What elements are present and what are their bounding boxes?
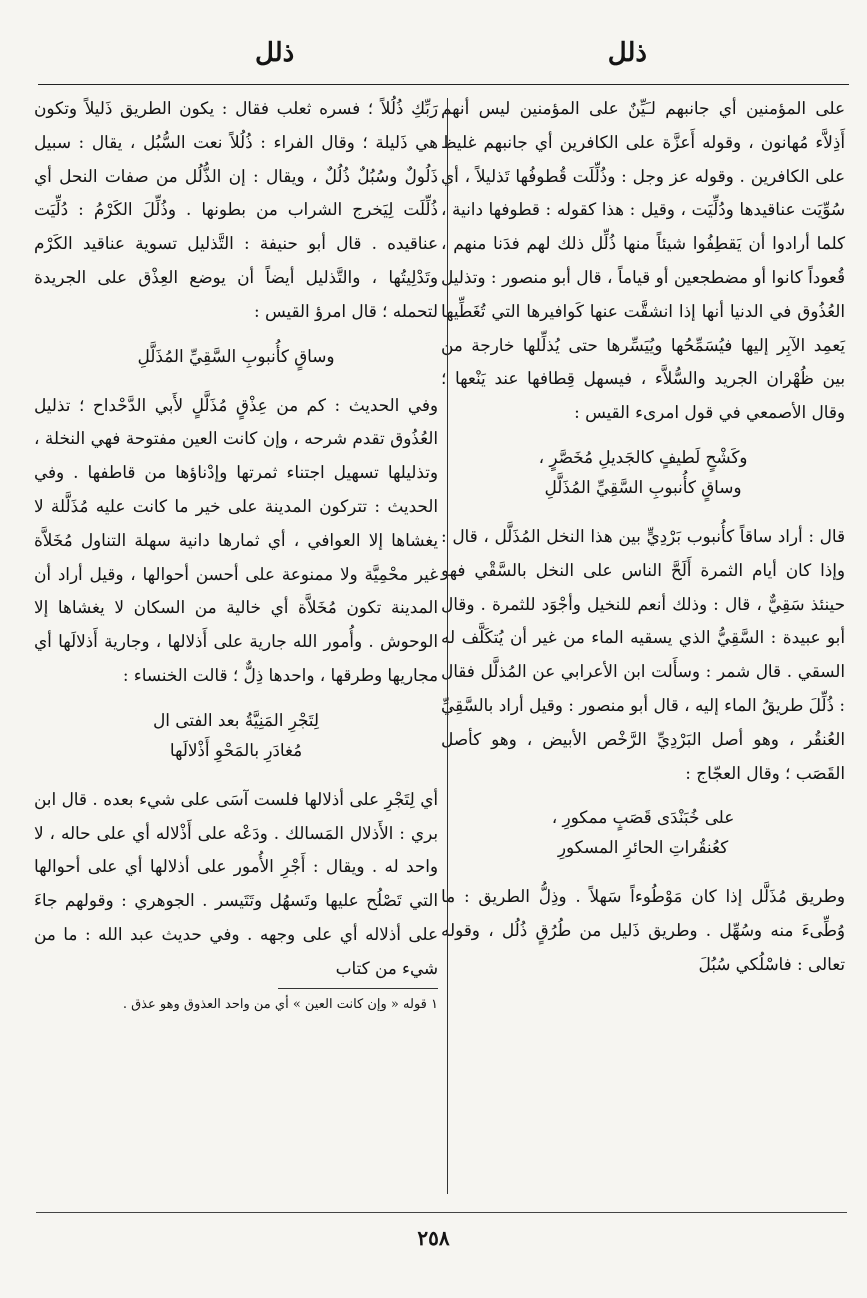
left-para-1: رَبِّكِ ذُلُلاً ؛ فسره ثعلب فقال : يكون الطريق ذَليلاً وتكون هي ذَليلة ؛ وقال الفراء : ذُلُلاً نعت السُّبُل ، يقال : سبيل ذَلُولٌ وسُبُلٌ ذُلُلٌ ، ويقال : إن الذُّلُل من صفات النحل أي ذُلِّلَت لِيَخرج الشراب من بطونها . وذُلِّلَ الكَرْمُ : دُلِّيَت عناقيده . قال أبو حنيفة : التَّذليل تسوية عناقيد الكَرْم وتَدْلِيتُها ، والتَّذليل أيضاً أن يوضع العِذْق على الجريدة لتحمله ؛ قال امرؤ القيس : <box>34 98 438 321</box>
verse-line: وكَشْحٍ لَطيفٍ كالجَديلِ مُخَصَّرٍ ، <box>538 446 748 467</box>
verse-line: مُغادَرِ بالمَحْوِ أَذْلالَها <box>169 739 303 760</box>
verse-line: كعُنقُراتِ الحائرِ المسكورِ <box>557 837 729 858</box>
verse-line: وساقٍ كأُنبوبِ السَّقِيِّ المُذَلَّلِ <box>544 476 742 497</box>
headword-left: ذلل <box>255 38 295 68</box>
headword-right: ذلل <box>607 38 647 68</box>
right-para-3: وطريق مُذَلَّل إذا كان مَوْطُوءاً سَهلاً . وذِلُّ الطريق : ما وُطِّىءَ منه وسُهِّل . وطريق ذَليل من طُرُقٍ ذُلُل ، وقوله تعالى : فاسْلُكي سُبُلَ <box>441 886 845 974</box>
left-verse-2 <box>34 705 438 765</box>
column-divider <box>447 98 448 1194</box>
page-header <box>40 30 827 80</box>
text-columns <box>30 92 851 1200</box>
left-para-3: أي لِتَجْرِ على أذلالها فلست آسَى على شيء بعده . قال ابن بري : الأَذلال المَسالك . ودَعْه على أَذْلاله أي على حاله ، لا واحد له . ويقال : أَجْرِ الأُمور على أذلالها أي على أحوالها التي تَصْلُح عليها وتَسهُل وتَتَيسر . الجوهري : وقولهم جاءَ على أذلاله أي على وجهه . وفي حديث عبد الله : ما من شيء من كتاب <box>34 788 438 978</box>
left-verse-1 <box>34 341 438 371</box>
right-column <box>441 92 851 1200</box>
verse-line: وساقٍ كأُنبوبِ السَّقِيِّ المُذَلَّلِ <box>137 345 335 366</box>
left-column <box>30 92 438 1200</box>
footer-rule <box>36 1212 847 1213</box>
verse-line: لِتَجْرِ المَنِيَّةُ بعد الفتى ال <box>153 709 319 730</box>
page-number: ٢٥٨ <box>417 1226 450 1250</box>
left-para-2: وفي الحديث : كم من عِذْقٍ مُذَلَّلٍ لأَبي الدَّحْداح ؛ تذليل العُذُوق تقدم شرحه ، وإن كانت العين مفتوحة فهي النخلة ، وتذليلها تسهيل اجتناء ثمرتها وإدْناؤها من قاطفها . وفي الحديث : تتركون المدينة على خير ما كانت عليه مُذَلَّلة لا يغشاها إلا العوافي ، أي ثمارها دانية سهلة التناول مُخَلاَّة غير محْمِيَّة ولا ممنوعة على أحسن أحوالها ، وقيل أراد أن المدينة تكون مُخَلاَّة أي خالية من السكان لا يغشاها إلا الوحوش . وأُمور الله جارية على أَذلالها ، وجارية أَذلالَها أي مجاريها وطرقها ، واحدها ذِلٌّ ؛ قالت الخنساء : <box>34 394 438 685</box>
right-verse-2 <box>441 802 845 862</box>
footnote: ١ قوله « وإن كانت العين » أي من واحد العذوق وهو عذق . <box>122 996 438 1012</box>
footnote-rule <box>278 988 438 989</box>
verse-line: على خُبَنْدَى قَصَبٍ ممكورِ ، <box>551 807 735 828</box>
header-rule <box>38 84 849 85</box>
right-verse-1 <box>441 442 845 502</box>
right-para-2: قال : أراد ساقاً كأُنبوب بَرْدِيٍّ بين هذا النخل المُذَلَّل ، قال : وإذا كان أيام الثمرة أَلَحَّ الناس على النخل بالسَّقْي فهو حينئذ سَقِيٌّ ، قال : وذلك أنعم للنخيل وأجْوَد للثمرة . وقال أبو عبيدة : السَّقِيُّ الذي يسقيه الماء من غير أن يُتكَلَّف له السقي . قال شمر : وسأَلت ابن الأعرابي عن المُذلَّل فقال : ذُلِّلَ طريقُ الماء إليه ، قال أبو منصور : وقيل أراد بالسَّقِيِّ العُنقُر ، وهو أصل البَرْدِيِّ الرَّخْص الأبيض ، وهو كأصل القَصَب ؛ وقال العجّاج : <box>441 525 845 783</box>
right-para-1: على المؤمنين أي جانبهم لـَيِّنٌ على المؤمنين ليس أنهم أَذِلاَّء مُهانون ، وقوله أَعزَّة على الكافرين أي جانبهم غليظ على الكافرين . وقوله عز وجل : وذُلِّلَت قُطوفُها تَذليلاً ، أي سُوِّيَت عناقيدها ودُلِّيَت ، وقيل : هذا كقوله : قطوفها دانية ، كلما أرادوا أن يَقطِفُوا شيئاً منها ذُلِّل ذلك لهم فدَنا منهم ، قُعوداً كانوا أو مضطجعين أو قياماً ، قال أبو منصور : وتذليل العُذُوق في الدنيا أنها إذا انشقَّت عنها كَوافيرها التي تُغَطِّيها يَعمِد الآبِر إليها فيُسَمِّحُها ويُيَسِّرها حتى يُذلِّلها خارجة من بين ظُهْران الجريد والسُّلاَّء ، فيسهل قِطافها عند يَنْعها ؛ وقال الأصمعي في قول امرىء القيس : <box>441 98 845 423</box>
